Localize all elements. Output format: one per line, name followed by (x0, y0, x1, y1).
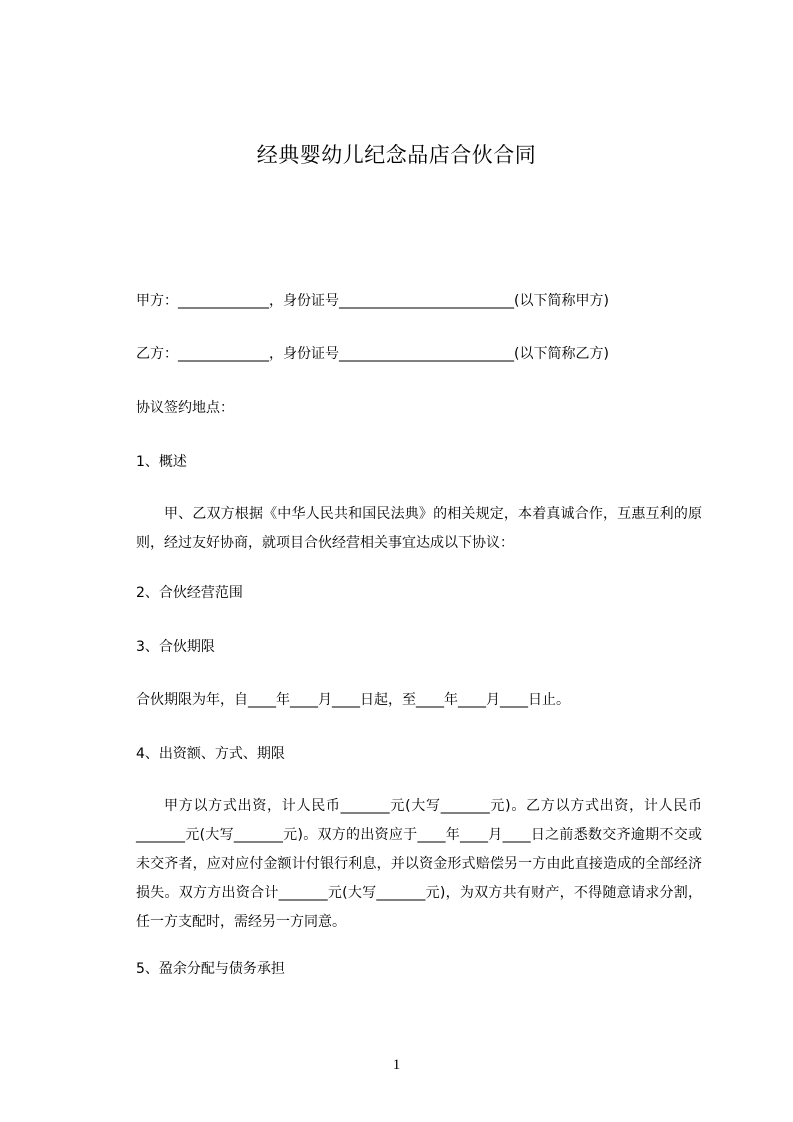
section-heading-term: 3、合伙期限 (136, 639, 215, 655)
term-paragraph: 合伙期限为年，自____年____月____日起，至____年____月____日止。 (136, 692, 570, 708)
document-title: 经典婴幼儿纪念品店合伙合同 (256, 143, 537, 167)
section-heading-overview: 1、概述 (136, 454, 187, 470)
signing-place-line: 协议签约地点： (136, 400, 234, 416)
section-heading-scope: 2、合伙经营范围 (136, 585, 243, 601)
party-a-line: 甲方：_____________，身份证号_________________________(以下简称甲方) (136, 293, 609, 309)
contribution-paragraph: 甲方以方式出资，计人民币_______元(大写_______元)。乙方以方式出资，计人民币_______元(大写_______元)。双方的出资应于____年____月____日之前悉数交齐逾期不交或未交齐者，应对应付金额计付银行利息，并以资金形式赔偿另一方由此直接造成的全部经济损失。双方方出资合计_______元(大写_______元)，为双方共有财产，不得随意请求分割，任一方支配时，需经另一方同意。 (136, 798, 702, 930)
section-heading-profit: 5、盈余分配与债务承担 (136, 961, 285, 977)
page-number: 1 (392, 1057, 401, 1073)
section-heading-contribution: 4、出资额、方式、期限 (136, 746, 285, 762)
party-b-line: 乙方：_____________，身份证号_________________________(以下简称乙方) (136, 346, 609, 362)
overview-paragraph: 甲、乙双方根据《中华人民共和国民法典》的相关规定，本着真诚合作，互惠互利的原则，经过友好协商，就项目合伙经营相关事宜达成以下协议： (136, 506, 702, 551)
